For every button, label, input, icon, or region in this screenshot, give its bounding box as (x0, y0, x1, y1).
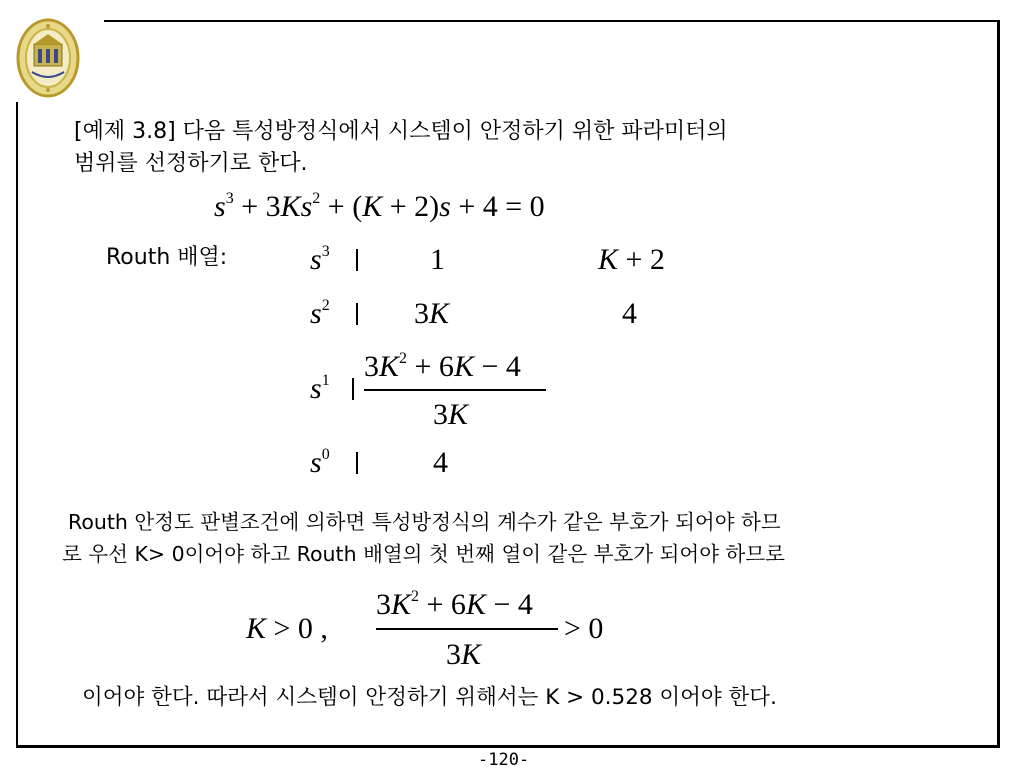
routh-row-s0-power: $s^0$ (310, 446, 330, 479)
condition-k-positive: K > 0 , (246, 612, 328, 645)
condition-gt-zero: > 0 (564, 612, 604, 645)
routh-row-s2-col2: 4 (622, 297, 637, 330)
routh-row-s2-col1: 3K (414, 297, 450, 330)
routh-row-s1-power: $s^1$ (310, 372, 330, 405)
frame-top-border (104, 20, 1000, 22)
characteristic-equation: $s^3 + 3Ks^2 + (K + 2)s + 4 = 0$ (214, 190, 545, 223)
routh-separator (356, 303, 358, 325)
problem-line-1: [예제 3.8] 다음 특성방정식에서 시스템이 안정하기 위한 파라미터의 (74, 119, 728, 144)
routh-label: Routh 배열: (106, 245, 228, 270)
routh-row-s0-col1: 4 (433, 446, 448, 479)
condition-numerator: $3K^2 + 6K - 4$ (376, 588, 533, 621)
explanation-line-1: Routh 안정도 판별조건에 의하면 특성방정식의 계수가 같은 부호가 되어야 하므 (68, 510, 781, 534)
routh-separator (352, 378, 354, 400)
routh-fraction-bar (364, 389, 546, 391)
routh-separator (356, 249, 358, 271)
routh-row-s3-power: $s^3$ (310, 243, 330, 276)
university-seal-icon (14, 14, 86, 102)
problem-line-2: 범위를 선정하기로 한다. (74, 151, 308, 176)
routh-row-s2-power: $s^2$ (310, 297, 330, 330)
frame-bottom-border (16, 745, 1000, 748)
page-number: -120- (478, 750, 530, 770)
condition-fraction-bar (376, 628, 558, 630)
routh-row-s1-numerator: $3K^2 + 6K - 4$ (364, 350, 521, 383)
frame-left-border (16, 102, 18, 747)
routh-separator (356, 452, 358, 474)
conclusion-text: 이어야 한다. 따라서 시스템이 안정하기 위해서는 K > 0.528 이어야 한다. (82, 685, 777, 710)
routh-row-s3-col1: 1 (430, 243, 445, 276)
routh-row-s1-denominator: 3K (433, 398, 469, 431)
frame-right-border (997, 20, 1000, 747)
routh-row-s3-col2: K + 2 (598, 243, 665, 276)
explanation-line-2: 로 우선 K> 0이어야 하고 Routh 배열의 첫 번째 열이 같은 부호가 되어야 하므로 (62, 542, 785, 566)
condition-denominator: 3K (446, 638, 482, 671)
